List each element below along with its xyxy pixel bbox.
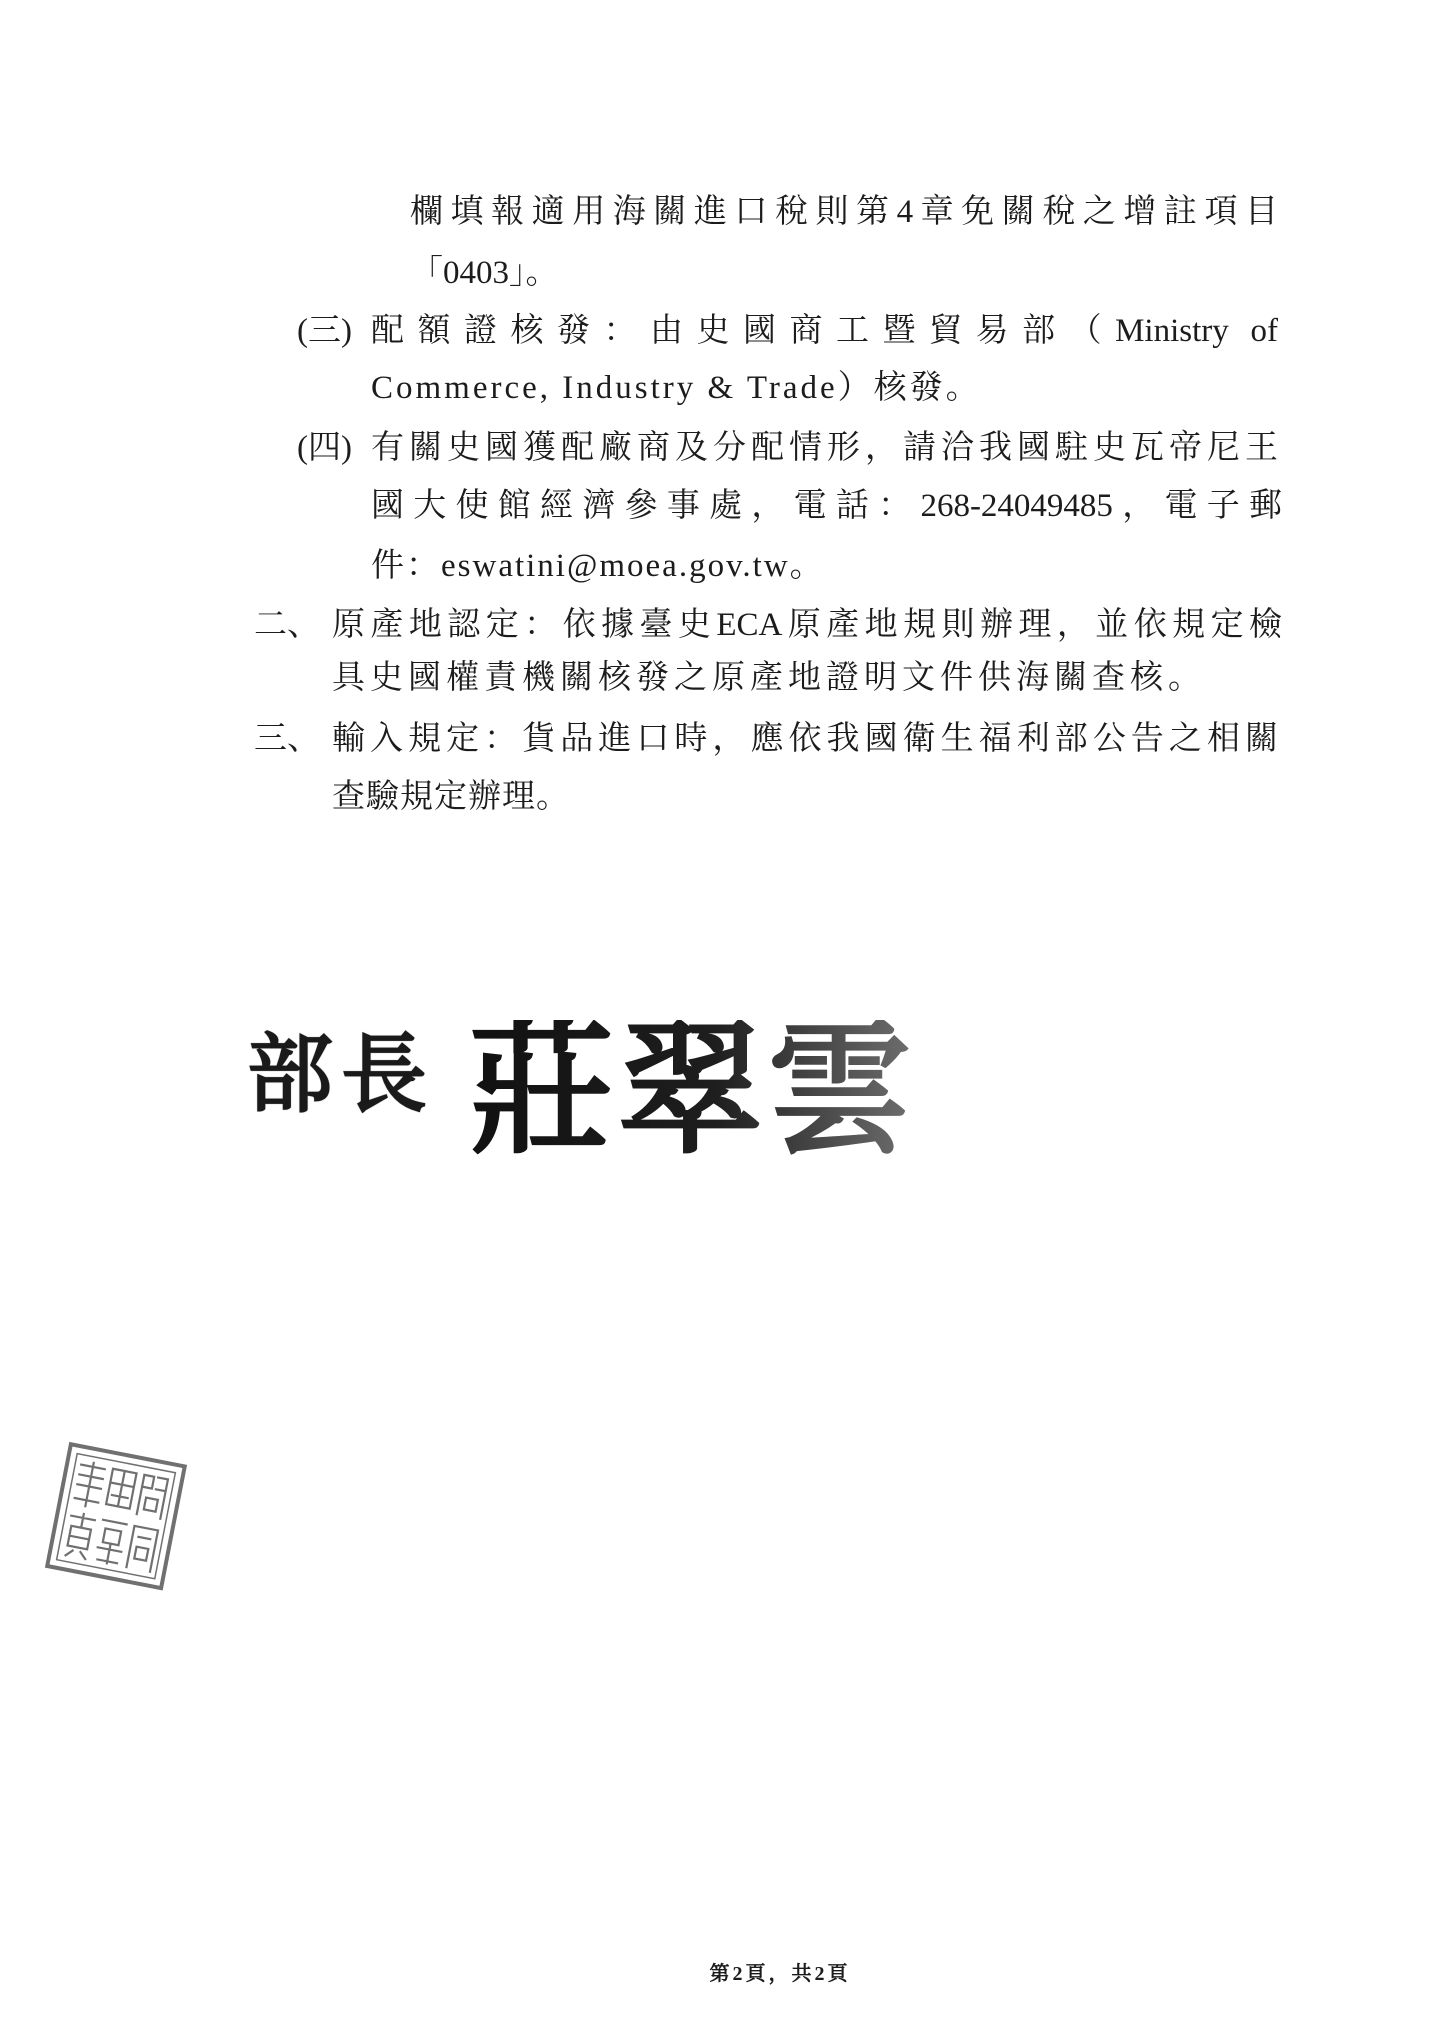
section-3-line-2: 查驗規定辦理。 [332,779,570,815]
signature-title: 部長 [247,1027,435,1123]
section-3-line-1: 輸入規定：貨品進口時，應依我國衛生福利部公告之相關 [332,721,1278,757]
section-2-marker: 二、 [254,607,320,643]
item-4-line-1: 有關史國獲配廠商及分配情形，請洽我國駐史瓦帝尼王 [371,430,1278,466]
section-2-line-1: 原產地認定：依據臺史ECA原產地規則辦理，並依規定檢 [332,607,1282,643]
item-4-line-2: 國大使館經濟參事處，電話：268-24049485，電子郵 [371,488,1282,524]
page-indicator: 第2頁，共2頁 [709,1963,851,1985]
item-1-tail-line-2: 「0403」。 [410,255,559,291]
item-3-marker: (三) [297,313,352,349]
item-3-line-2: Commerce, Industry & Trade）核發。 [371,370,982,406]
item-3-line-1: 配額證核發：由史國商工暨貿易部（Ministry of [371,313,1278,349]
item-1-tail-line-1: 欄填報適用海關進口稅則第4章免關稅之增註項目 [410,194,1278,230]
item-4-marker: (四) [297,430,352,466]
item-4-line-3: 件：eswatini@moea.gov.tw。 [371,548,825,584]
signature-name: 莊翠雲 [469,1012,916,1172]
section-3-marker: 三、 [254,721,320,757]
section-2-line-2: 具史國權責機關核發之原產地證明文件供海關查核。 [332,660,1206,696]
official-seal-stamp-icon [40,1436,190,1596]
